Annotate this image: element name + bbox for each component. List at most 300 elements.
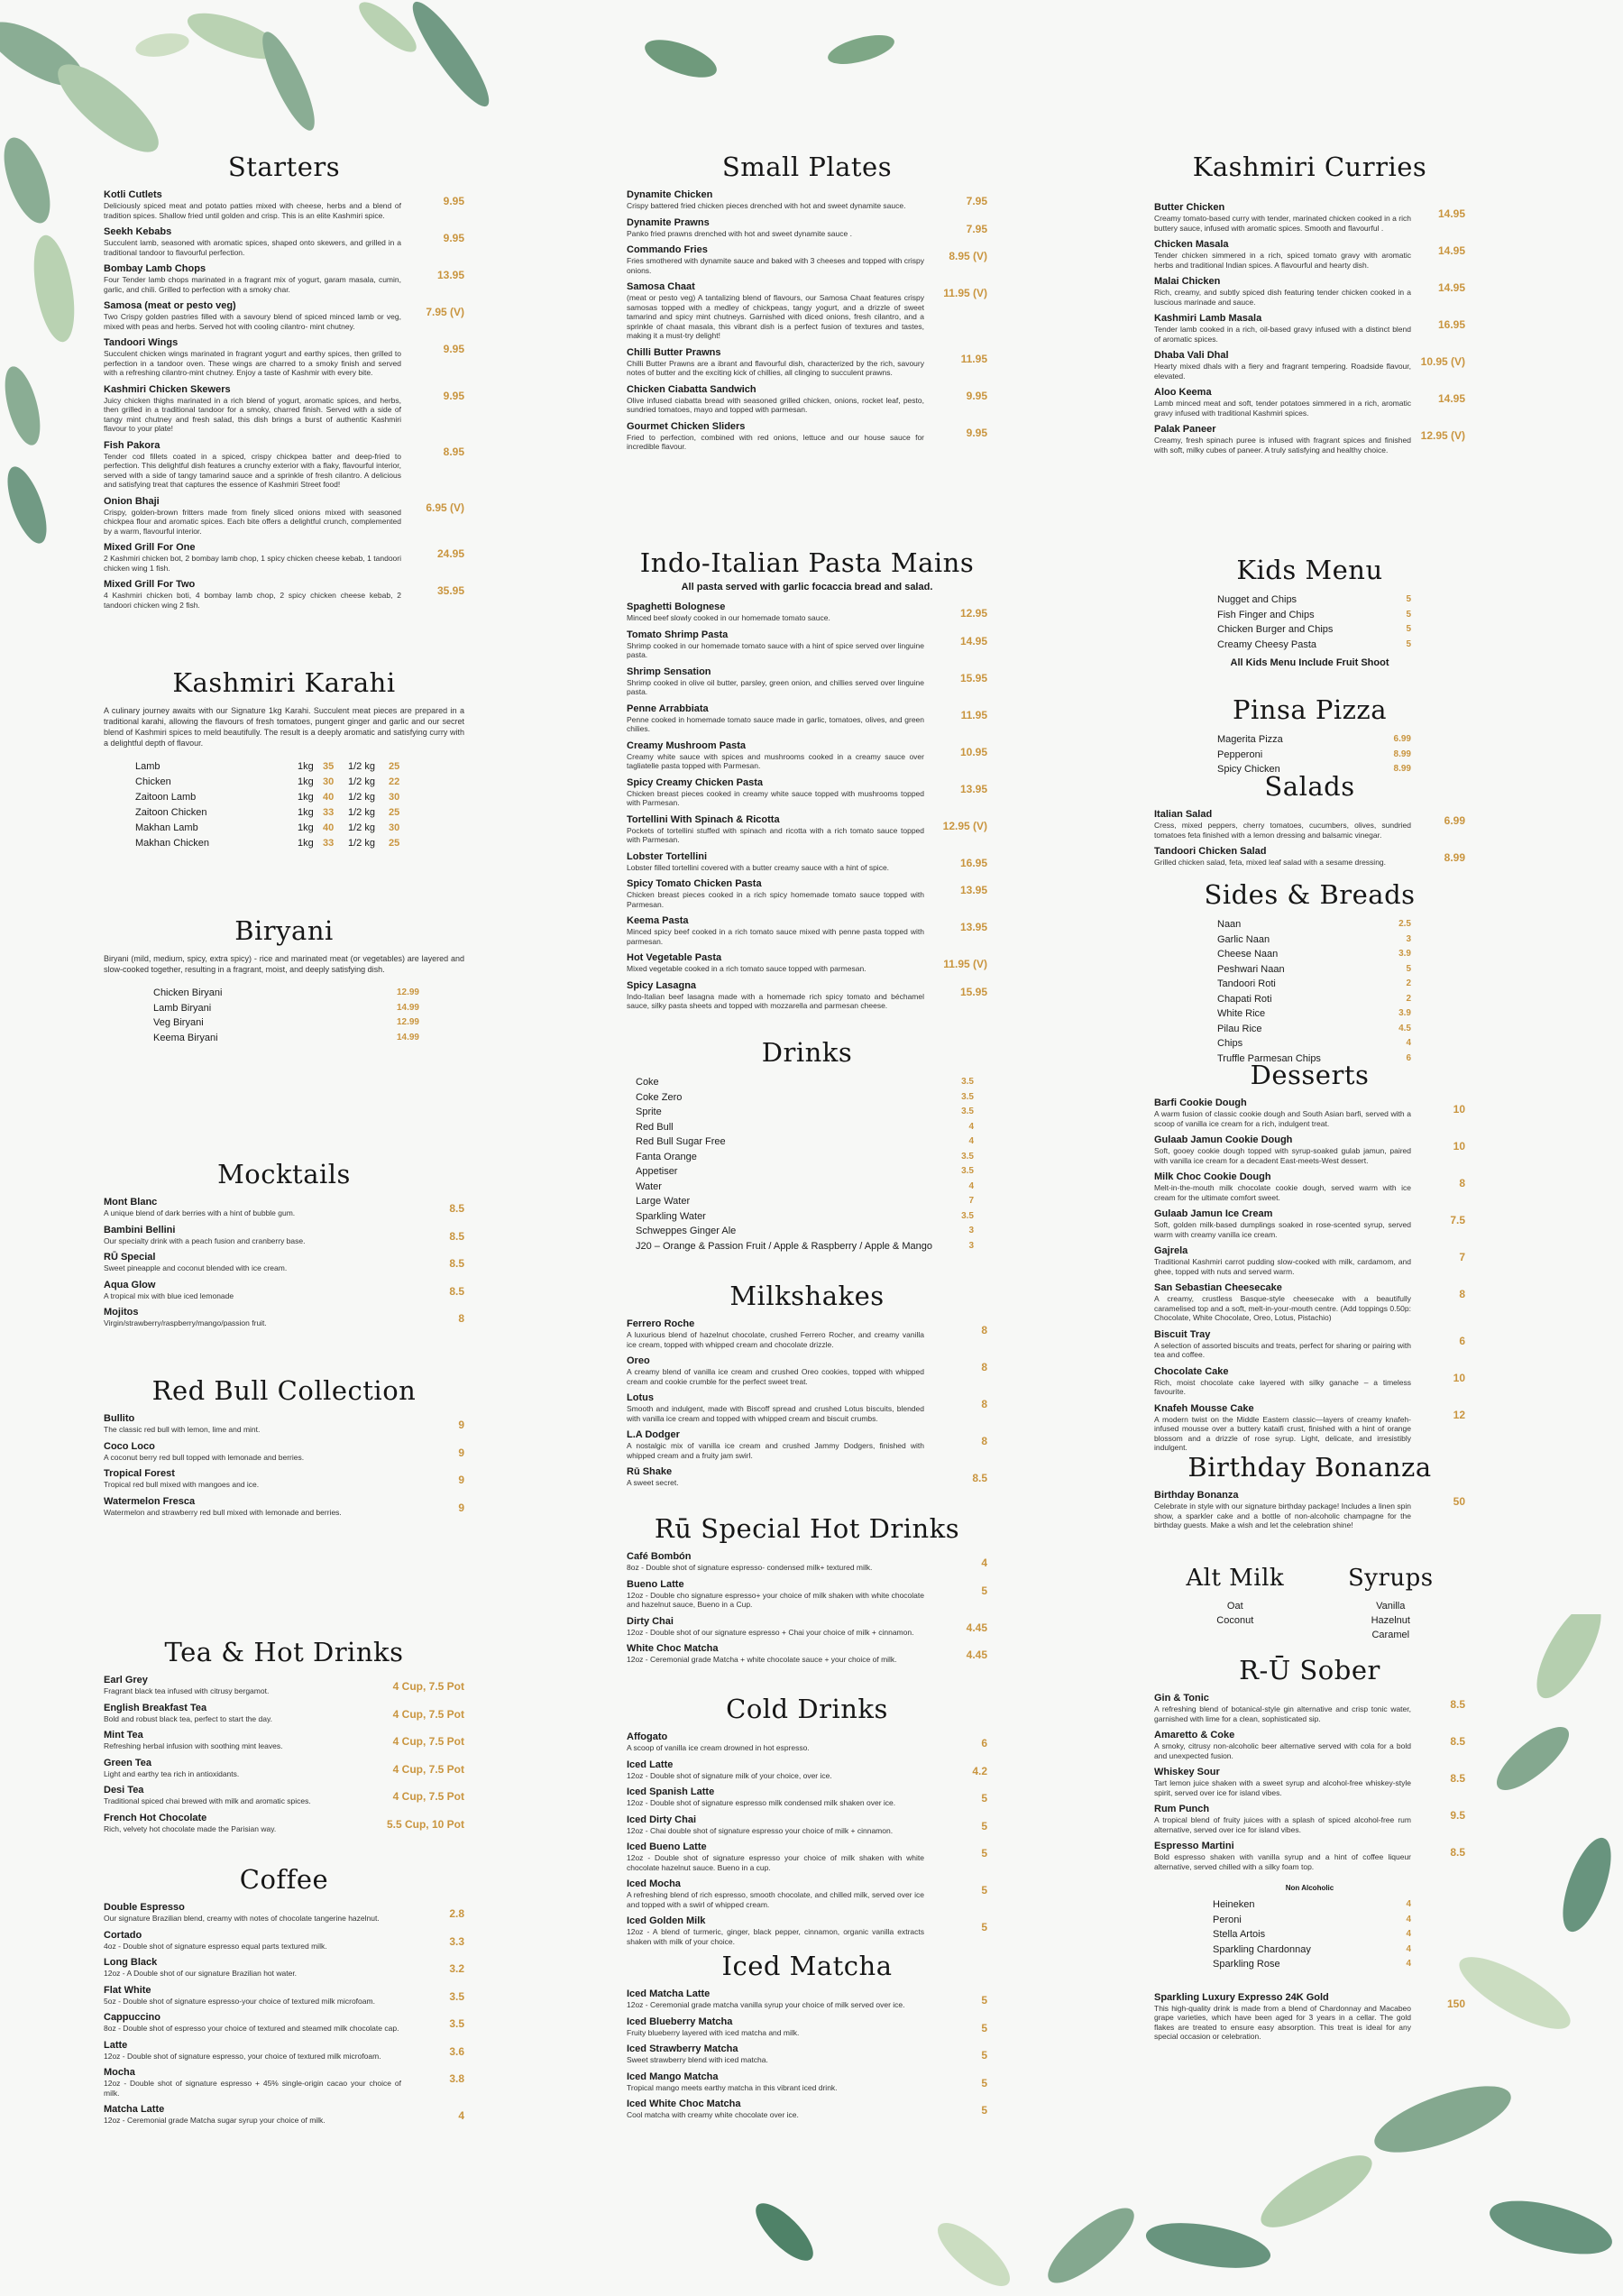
menu-item xyxy=(104,579,464,610)
menu-item-name: Iced Strawberry Matcha xyxy=(627,2043,738,2054)
list-item xyxy=(627,1134,974,1150)
list-item-price: 12.99 xyxy=(396,987,419,997)
menu-item-price: 8 xyxy=(981,1398,987,1410)
menu-item-text xyxy=(104,1957,401,1979)
menu-item-description: Crispy, golden-brown fritters made from finely sliced onions mixed with seasoned chickpea flour and aromatic spices. Each bite offers a delightful crunch, complemented by a warm, flavourful interior. xyxy=(104,507,401,536)
menu-item-description: Rich, creamy, and subtly spiced dish featuring tender chicken cooked in a luscious marinade and sauce. xyxy=(1154,288,1411,307)
menu-item-name: Lobster Tortellini xyxy=(627,850,708,862)
non-alcoholic-title: Non Alcoholic xyxy=(1285,1884,1334,1892)
menu-item-text xyxy=(104,2104,401,2126)
list-item-name: Peshwari Naan xyxy=(1217,963,1285,975)
menu-item xyxy=(1154,424,1465,455)
menu-item-text xyxy=(627,2016,924,2038)
menu-item-description: A sweet secret. xyxy=(627,1478,679,1487)
menu-item xyxy=(104,1703,464,1724)
menu-item-name: Cappuccino xyxy=(104,2012,160,2023)
karahi-price-full: 40 xyxy=(323,822,335,833)
menu-item-description: Cool matcha with creamy white chocolate over ice. xyxy=(627,2110,799,2119)
list-item-price: 4.5 xyxy=(1398,1023,1411,1033)
menu-item-price: 12.95 xyxy=(959,607,987,620)
mocktails-title: Mocktails xyxy=(217,1159,351,1189)
list-item-price: 5 xyxy=(1406,594,1411,604)
list-item-name: Veg Biryani xyxy=(153,1017,204,1028)
menu-item-name: Latte xyxy=(104,2039,128,2051)
hot-special-list xyxy=(627,1551,987,1665)
menu-item xyxy=(627,347,987,378)
list-item-price: 5 xyxy=(1406,638,1411,649)
menu-item xyxy=(627,2099,987,2120)
list-item xyxy=(1208,1036,1411,1052)
list-item xyxy=(627,1224,974,1239)
menu-item-price: 2.8 xyxy=(449,1907,464,1920)
menu-item-price: 15.95 xyxy=(959,985,987,998)
list-item-price: 3.5 xyxy=(961,1107,974,1116)
menu-item-price: 13.95 xyxy=(436,269,464,281)
menu-item-price: 5 xyxy=(981,2076,987,2089)
milkshakes-title: Milkshakes xyxy=(729,1281,885,1311)
menu-item-description: Tender chicken simmered in a rich, spiced tomato gravy with aromatic herbs and traditional Indian spices. A flavourful and hearty dish. xyxy=(1154,251,1411,270)
menu-item-description: Watermelon and strawberry red bull mixed with lemonade and berries. xyxy=(104,1507,342,1517)
menu-item-text xyxy=(627,384,924,415)
menu-item-price: 3.6 xyxy=(449,2044,464,2058)
list-item-name: Red Bull Sugar Free xyxy=(636,1136,726,1147)
menu-item-price: 8 xyxy=(981,1435,987,1447)
menu-item-name: Commando Fries xyxy=(627,244,708,255)
menu-item-text xyxy=(1154,809,1411,840)
menu-item-name: Tropical Forest xyxy=(104,1468,175,1479)
menu-item-description: Lobster filled tortellini covered with a butter creamy sauce with a hint of spice. xyxy=(627,862,890,872)
menu-item-description: Soft, gooey cookie dough topped with syrup-soaked gulab jamun, paired with vanilla ice cream for a decadent East-meets-West dessert. xyxy=(1154,1146,1411,1165)
list-item-name: Chicken Biryani xyxy=(153,987,223,998)
list-item-price: 6 xyxy=(1406,1052,1411,1063)
menu-item xyxy=(627,1731,987,1753)
gold-item-price: 150 xyxy=(1446,1997,1465,2010)
menu-item xyxy=(627,915,987,946)
menu-item-price: 4.45 xyxy=(966,1649,987,1661)
menu-item-description: Deliciously spiced meat and potato patties mixed with cheese, herbs and a blend of tradition spices. Shallow fried until golden and crisp. This is an elite Kashmiri spice. xyxy=(104,201,401,220)
menu-item-price: 14.95 xyxy=(959,634,987,647)
menu-item-name: Aqua Glow xyxy=(104,1279,156,1290)
menu-item-text xyxy=(627,1429,924,1460)
menu-item-name: Tandoori Chicken Salad xyxy=(1154,846,1267,857)
cold-drinks-title: Cold Drinks xyxy=(726,1694,888,1724)
salads-list xyxy=(1154,809,1465,868)
menu-item-price: 4.45 xyxy=(966,1621,987,1634)
menu-item-description: Two Crispy golden pastries filled with a savoury blend of spiced minced lamb or veg, mixed with peas and herbs. Served hot with cooling cilantro- mint chutney. xyxy=(104,312,401,331)
menu-item xyxy=(104,300,464,331)
karahi-size-full: 1kg xyxy=(298,822,314,833)
desserts-section xyxy=(1154,1060,1465,1459)
menu-item-name: Gajrela xyxy=(1154,1245,1188,1256)
menu-item xyxy=(1154,1097,1465,1128)
menu-item xyxy=(627,1841,987,1872)
karahi-row xyxy=(104,836,464,851)
menu-item-text xyxy=(627,1551,924,1573)
karahi-size-full: 1kg xyxy=(298,776,314,787)
menu-item-name: Spaghetti Bolognese xyxy=(627,602,726,612)
menu-item-name: Hot Vegetable Pasta xyxy=(627,952,722,963)
menu-item xyxy=(104,1413,464,1435)
list-item-price: 5 xyxy=(1406,609,1411,620)
kids-section xyxy=(1154,555,1465,674)
coffee-title: Coffee xyxy=(239,1864,329,1895)
list-item xyxy=(1208,622,1411,638)
menu-item-price: 11.95 xyxy=(960,708,987,721)
menu-item xyxy=(104,542,464,573)
menu-item-text xyxy=(1154,276,1411,307)
cold-drinks-section xyxy=(627,1694,987,1952)
menu-item xyxy=(104,1813,464,1834)
menu-item xyxy=(627,740,987,771)
list-item-price: 3.9 xyxy=(1398,1008,1411,1018)
menu-item-text xyxy=(104,189,401,220)
menu-item-text xyxy=(627,1814,924,1836)
menu-item-description: Sweet strawberry blend with iced matcha. xyxy=(627,2055,768,2064)
menu-item-price: 9 xyxy=(458,1419,464,1431)
menu-item-text xyxy=(627,2071,924,2093)
list-item xyxy=(1208,947,1411,962)
list-item-price: 8.99 xyxy=(1393,748,1411,759)
menu-item-description: 12oz - Double shot of signature milk of your choice, over ice. xyxy=(627,1770,832,1780)
menu-item xyxy=(1154,387,1465,418)
karahi-size-half: 1/2 kg xyxy=(348,761,375,772)
menu-item-description: Olive infused ciabatta bread with seasoned grilled chicken, onions, rocket leaf, pesto, sundried tomatoes, mayo and topped with parmesan. xyxy=(627,395,924,414)
pasta-subtitle: All pasta served with garlic focaccia bread and salad. xyxy=(681,582,933,592)
menu-item-description: Panko fried prawns drenched with hot and sweet dynamite sauce . xyxy=(627,228,852,238)
menu-item-text xyxy=(1154,1693,1411,1723)
menu-item-name: Matcha Latte xyxy=(104,2104,165,2115)
menu-item-description: 12oz - Double shot of signature espresso your choice of milk shaken with white chocolate hazelnut sauce. Bueno in a cup. xyxy=(627,1853,924,1872)
menu-item-description: A refreshing blend of botanical-style gin alternative and crisp tonic water, garnished with lime for a clean, sophisticated sip. xyxy=(1154,1704,1411,1723)
menu-item-description: A refreshing blend of rich espresso, smooth chocolate, and chilled milk, served over ice and topped with a swirl of whipped cream. xyxy=(627,1890,924,1909)
menu-item-description: Shrimp cooked in our homemade tomato sauce with a hint of spice served over linguine pasta. xyxy=(627,640,924,659)
menu-item-price: 12 xyxy=(1453,1408,1465,1421)
menu-item-price: 7 xyxy=(1459,1251,1465,1263)
drinks-title: Drinks xyxy=(761,1037,853,1068)
alt-milk-block xyxy=(1186,1565,1284,1642)
list-item xyxy=(1204,1957,1411,1972)
menu-item-name: Long Black xyxy=(104,1957,158,1968)
menu-item xyxy=(627,1616,987,1638)
milk-syrups-section xyxy=(1154,1565,1465,1642)
list-item-name: Sparkling Chardonnay xyxy=(1213,1943,1311,1955)
menu-item xyxy=(104,263,464,294)
menu-item xyxy=(104,1902,464,1924)
menu-item xyxy=(104,1496,464,1518)
menu-item-text xyxy=(1154,239,1411,270)
menu-item-name: Ferrero Roche xyxy=(627,1318,695,1329)
karahi-price-half: 22 xyxy=(389,776,400,787)
menu-item-name: Seekh Kebabs xyxy=(104,226,172,237)
menu-item xyxy=(104,337,464,378)
menu-item-name: Green Tea xyxy=(104,1757,151,1768)
alt-milk-title: Alt Milk xyxy=(1186,1565,1285,1592)
menu-item-description: Tender lamb cooked in a rich, oil-based gravy infused with a distinct blend of aromatic spices. xyxy=(1154,325,1411,344)
alt-milk-coconut: Coconut xyxy=(1216,1615,1254,1626)
list-item xyxy=(1204,1927,1411,1942)
birthday-item-desc: Celebrate in style with our signature birthday package! Includes a linen spin show, a sparkler cake and a bottle of non-alcoholic champagne for the birthday guests. Make a wish and let the celebration shine! xyxy=(1154,1502,1411,1529)
menu-item-text xyxy=(627,2043,924,2065)
karahi-row xyxy=(104,790,464,805)
list-item-name: White Rice xyxy=(1217,1008,1266,1019)
menu-item-price: 12.95 (V) xyxy=(1420,429,1465,442)
menu-item-text xyxy=(1154,1171,1411,1202)
menu-item xyxy=(104,1307,464,1328)
menu-item-text xyxy=(627,629,924,660)
birthday-item xyxy=(1154,1490,1465,1530)
menu-item-price: 24.95 xyxy=(436,547,464,560)
menu-item-description: 2 Kashmiri chicken bot, 2 bombay lamb chop, 1 spicy chicken cheese kebab, 1 tandoori chicken wing 1 fish. xyxy=(104,554,401,573)
list-item-price: 4 xyxy=(1406,1914,1411,1924)
menu-item-text xyxy=(104,1225,401,1246)
menu-item xyxy=(1154,1767,1465,1797)
list-item-price: 3.5 xyxy=(961,1077,974,1087)
menu-item xyxy=(627,1318,987,1349)
karahi-row xyxy=(104,759,464,775)
menu-item-text xyxy=(1154,1366,1411,1397)
menu-item-text xyxy=(1154,1245,1411,1276)
menu-item-name: Iced Blueberry Matcha xyxy=(627,2016,733,2027)
menu-item xyxy=(627,777,987,808)
menu-item xyxy=(1154,350,1465,381)
menu-item-name: Mint Tea xyxy=(104,1730,143,1740)
menu-item-text xyxy=(627,2099,924,2120)
karahi-price-half: 25 xyxy=(389,838,400,849)
birthday-section xyxy=(1154,1452,1465,1537)
menu-item-price: 8.95 (V) xyxy=(949,250,987,262)
menu-item-text xyxy=(104,1902,401,1924)
list-item-name: Pepperoni xyxy=(1217,748,1263,760)
menu-item-price: 14.95 xyxy=(1437,392,1465,405)
menu-item-description: A nostalgic mix of vanilla ice cream and crushed Jammy Dodgers, finished with whipped cream and a fruity jam swirl. xyxy=(627,1441,924,1460)
menu-item xyxy=(627,666,987,697)
menu-item xyxy=(1154,1245,1465,1276)
hot-special-title: Rū Special Hot Drinks xyxy=(654,1513,960,1544)
menu-item-price: 4 Cup, 7.5 Pot xyxy=(392,1680,464,1693)
alt-milk-oat: Oat xyxy=(1226,1601,1243,1612)
menu-item-price: 5 xyxy=(981,1792,987,1805)
menu-item-description: A tropical mix with blue iced lemonade xyxy=(104,1290,234,1300)
menu-item-description: Hearty mixed dhals with a fiery and fragrant tempering. Roadside flavour, elevated. xyxy=(1154,362,1411,381)
list-item-name: Cheese Naan xyxy=(1217,949,1279,960)
menu-item xyxy=(104,1441,464,1463)
menu-item-name: Bueno Latte xyxy=(627,1578,684,1590)
menu-item xyxy=(627,244,987,275)
menu-item-name: White Choc Matcha xyxy=(627,1643,719,1654)
menu-item-description: Lamb minced meat and soft, tender potatoes simmered in a rich, aromatic gravy infused with traditional Kashmiri spices. xyxy=(1154,399,1411,418)
menu-item xyxy=(104,1785,464,1806)
menu-item-text xyxy=(104,1675,393,1696)
menu-item xyxy=(627,421,987,452)
list-item-price: 4 xyxy=(1406,1038,1411,1048)
menu-item-price: 3.5 xyxy=(449,2017,464,2030)
biryani-list xyxy=(104,986,464,1045)
pasta-section xyxy=(627,547,987,1017)
menu-item-text xyxy=(104,1252,401,1273)
menu-item-description: Pockets of tortellini stuffed with spinach and ricotta with a rich tomato sauce topped with Parmesan. xyxy=(627,825,924,844)
menu-item-text xyxy=(627,878,924,909)
small-plates-list xyxy=(627,189,987,452)
leaf-top-center-icon xyxy=(640,27,911,90)
menu-item-description: Mixed vegetable cooked in a rich tomato sauce topped with parmesan. xyxy=(627,964,867,973)
pasta-list xyxy=(627,602,987,1011)
menu-item-price: 9.95 xyxy=(443,343,464,355)
list-item-name: Truffle Parmesan Chips xyxy=(1217,1052,1321,1064)
menu-item-name: Chicken Masala xyxy=(1154,239,1229,250)
list-item xyxy=(627,1180,974,1195)
menu-item-text xyxy=(104,1703,393,1724)
menu-item-price: 5 xyxy=(981,1847,987,1860)
menu-item-description: Refreshing herbal infusion with soothing mint leaves. xyxy=(104,1741,283,1750)
karahi-name: Makhan Lamb xyxy=(135,822,198,833)
list-item-price: 5 xyxy=(1406,963,1411,974)
menu-item-text xyxy=(1154,1804,1411,1834)
menu-item-description: Juicy chicken thighs marinated in a rich blend of yogurt, aromatic spices, and herbs, then grilled in a traditional tandoor for a smoky, charred finish. Served with a side of tangy mint chutney and fresh salad, this dish brings a burst of authentic Kashmiri flavour to your plate! xyxy=(104,395,401,433)
menu-item-description: Chicken breast pieces cooked in creamy white sauce topped with mushrooms topped with Parmesan. xyxy=(627,788,924,807)
menu-item-description: 12oz - Ceremonial grade matcha vanilla syrup your choice of milk served over ice. xyxy=(627,2000,905,2009)
menu-item-name: Cortado xyxy=(104,1929,142,1941)
menu-item-price: 3.2 xyxy=(449,1962,464,1975)
menu-item xyxy=(627,2016,987,2038)
karahi-size-half: 1/2 kg xyxy=(348,807,375,818)
menu-item-text xyxy=(627,915,924,946)
menu-item-price: 8.95 xyxy=(443,445,464,458)
menu-item-price: 5.5 Cup, 10 Pot xyxy=(386,1817,464,1831)
menu-item-name: San Sebastian Cheesecake xyxy=(1154,1282,1282,1293)
list-item-price: 12.99 xyxy=(396,1017,419,1027)
menu-item-description: Our signature Brazilian blend, creamy with notes of chocolate tangerine hazelnut. xyxy=(104,1914,380,1923)
menu-item xyxy=(627,1988,987,2010)
list-item-price: 4 xyxy=(968,1180,974,1191)
menu-item-text xyxy=(104,263,401,294)
menu-item-price: 9 xyxy=(458,1446,464,1459)
list-item-price: 4 xyxy=(968,1121,974,1132)
karahi-name: Zaitoon Chicken xyxy=(135,807,207,818)
menu-item-name: Dynamite Prawns xyxy=(627,216,710,228)
salads-section xyxy=(1154,771,1465,874)
menu-item-text xyxy=(627,1731,924,1753)
birthday-item-name: Birthday Bonanza xyxy=(1154,1490,1239,1501)
menu-item xyxy=(104,1930,464,1952)
menu-item-text xyxy=(627,1841,924,1872)
biryani-title: Biryani xyxy=(234,915,334,946)
list-item xyxy=(144,1031,419,1046)
menu-item xyxy=(1154,1841,1465,1871)
menu-item xyxy=(104,1468,464,1490)
list-item-price: 3.5 xyxy=(961,1166,974,1176)
karahi-row xyxy=(104,821,464,836)
menu-item-text xyxy=(1154,1097,1411,1128)
menu-item-price: 8.5 xyxy=(1450,1772,1465,1785)
menu-item xyxy=(1154,809,1465,840)
menu-item-description: Grilled chicken salad, feta, mixed leaf salad with a sesame dressing. xyxy=(1154,858,1387,867)
menu-item-description: Tender cod fillets coated in a spiced, crispy chickpea batter and deep-fried to perfection. This delightful dish features a crunchy exterior with a flaky, flavourful interior, served with a side of tangy tamarind sauce and a sprinkle of fresh cilantro. A delicious and satisfying treat that captures the essence of Kashmiri Street food! xyxy=(104,451,401,489)
menu-item-description: Light and earthy tea rich in antioxidants. xyxy=(104,1768,240,1778)
menu-item-price: 14.95 xyxy=(1437,281,1465,294)
karahi-price-full: 33 xyxy=(323,838,335,849)
menu-item-name: Double Espresso xyxy=(104,1902,185,1913)
karahi-title: Kashmiri Karahi xyxy=(172,667,396,698)
menu-item-name: Kashmiri Lamb Masala xyxy=(1154,313,1262,324)
menu-item-text xyxy=(1154,350,1411,381)
menu-item-price: 16.95 xyxy=(1437,318,1465,331)
karahi-price-half: 30 xyxy=(389,822,400,833)
syrup-vanilla: Vanilla xyxy=(1376,1601,1406,1612)
drinks-list xyxy=(627,1075,987,1254)
list-item-price: 4 xyxy=(1406,1929,1411,1939)
menu-item-text xyxy=(627,1786,924,1808)
menu-item-name: Earl Grey xyxy=(104,1675,148,1685)
menu-item-text xyxy=(1154,1767,1411,1797)
menu-item-text xyxy=(627,1915,924,1946)
menu-item-text xyxy=(1154,1208,1411,1239)
list-item xyxy=(1208,608,1411,623)
menu-item-text xyxy=(627,666,924,697)
menu-item-text xyxy=(627,1579,924,1610)
menu-item-description: Tropical red bull mixed with mangoes and ice. xyxy=(104,1480,260,1489)
menu-item-description: Chicken breast pieces cooked in a rich spicy homemade tomato sauce topped with Parmesan. xyxy=(627,890,924,909)
milkshakes-list xyxy=(627,1318,987,1488)
menu-item-price: 9.95 xyxy=(966,426,987,439)
menu-item-price: 8 xyxy=(981,1324,987,1336)
menu-item-description: 4 Kashmiri chicken boti, 4 bombay lamb chop, 2 spicy chicken cheese kebab, 2 tandoori chicken wing 2 fish. xyxy=(104,591,401,610)
iced-matcha-section xyxy=(627,1951,987,2126)
menu-item-description: Four Tender lamb chops marinated in a fragrant mix of yogurt, garam masala, cumin, garlic, and chili. Grilled to perfection with a smoky char. xyxy=(104,275,401,294)
small-plates-title: Small Plates xyxy=(721,152,893,182)
menu-item xyxy=(627,281,987,341)
mocktails-list xyxy=(104,1197,464,1328)
menu-item xyxy=(627,629,987,660)
syrups-block xyxy=(1348,1565,1434,1642)
menu-item xyxy=(104,1675,464,1696)
biryani-description: Biryani (mild, medium, spicy, extra spicy) - rice and marinated meat (or vegetables) are layered and slow-cooked together, resulting in a fragrant, moist, and deeply satisfying dish. xyxy=(104,954,464,974)
menu-item-price: 3.8 xyxy=(449,2072,464,2085)
menu-item-description: A tropical blend of fruity juices with a splash of spiced alcohol-free rum alternative, served over ice for island vibes. xyxy=(1154,1815,1411,1834)
menu-item-name: Iced Spanish Latte xyxy=(627,1786,715,1797)
menu-item-price: 8.5 xyxy=(1450,1735,1465,1748)
karahi-row xyxy=(104,805,464,821)
menu-item-name: Biscuit Tray xyxy=(1154,1328,1211,1340)
menu-item-description: 12oz - A Double shot of our signature Brazilian hot water. xyxy=(104,1969,298,1978)
tea-title: Tea & Hot Drinks xyxy=(164,1637,404,1667)
list-item-name: Keema Biryani xyxy=(153,1032,218,1043)
menu-item xyxy=(104,2104,464,2126)
menu-item-name: Butter Chicken xyxy=(1154,202,1225,213)
karahi-description: A culinary journey awaits with our Signature 1kg Karahi. Succulent meat pieces are prepared in a traditional karahi, allowing the flavours of fresh tomatoes, pungent ginger and garlic and our secret blend of Kashmiri spices to meld beautifully. The result is a deeply aromatic and satisfying curry with a delightful depth of flavour. xyxy=(104,706,464,748)
menu-item-price: 9.95 xyxy=(443,195,464,207)
karahi-section xyxy=(104,667,464,851)
menu-item-description: 12oz - Double shot of signature espresso, your choice of textured milk microfoam. xyxy=(104,2051,381,2061)
menu-item-text xyxy=(627,1466,924,1488)
menu-item-description: 8oz - Double shot of espresso your choice of textured and steamed milk chocolate cap. xyxy=(104,2024,399,2033)
menu-item-name: Mojitos xyxy=(104,1307,139,1318)
menu-item xyxy=(104,1758,464,1779)
syrup-caramel: Caramel xyxy=(1371,1630,1410,1640)
menu-item-text xyxy=(104,2067,401,2098)
list-item-price: 3.5 xyxy=(961,1210,974,1221)
menu-item-text xyxy=(627,281,924,341)
starters-section xyxy=(104,152,464,616)
menu-item-name: Dynamite Chicken xyxy=(627,189,713,200)
list-item xyxy=(144,1015,419,1031)
menu-item-description: 12oz - Double shot of signature espresso milk condensed milk shaken over ice. xyxy=(627,1798,896,1807)
menu-item-description: 8oz - Double shot of signature espresso- condensed milk+ textured milk. xyxy=(627,1563,873,1572)
menu-item-description: 12oz - Ceremonial grade Matcha sugar syrup your choice of milk. xyxy=(104,2116,326,2125)
list-item xyxy=(1208,992,1411,1007)
list-item-price: 3.9 xyxy=(1398,949,1411,959)
list-item-name: Tandoori Roti xyxy=(1217,978,1276,989)
menu-item-text xyxy=(1154,846,1411,868)
